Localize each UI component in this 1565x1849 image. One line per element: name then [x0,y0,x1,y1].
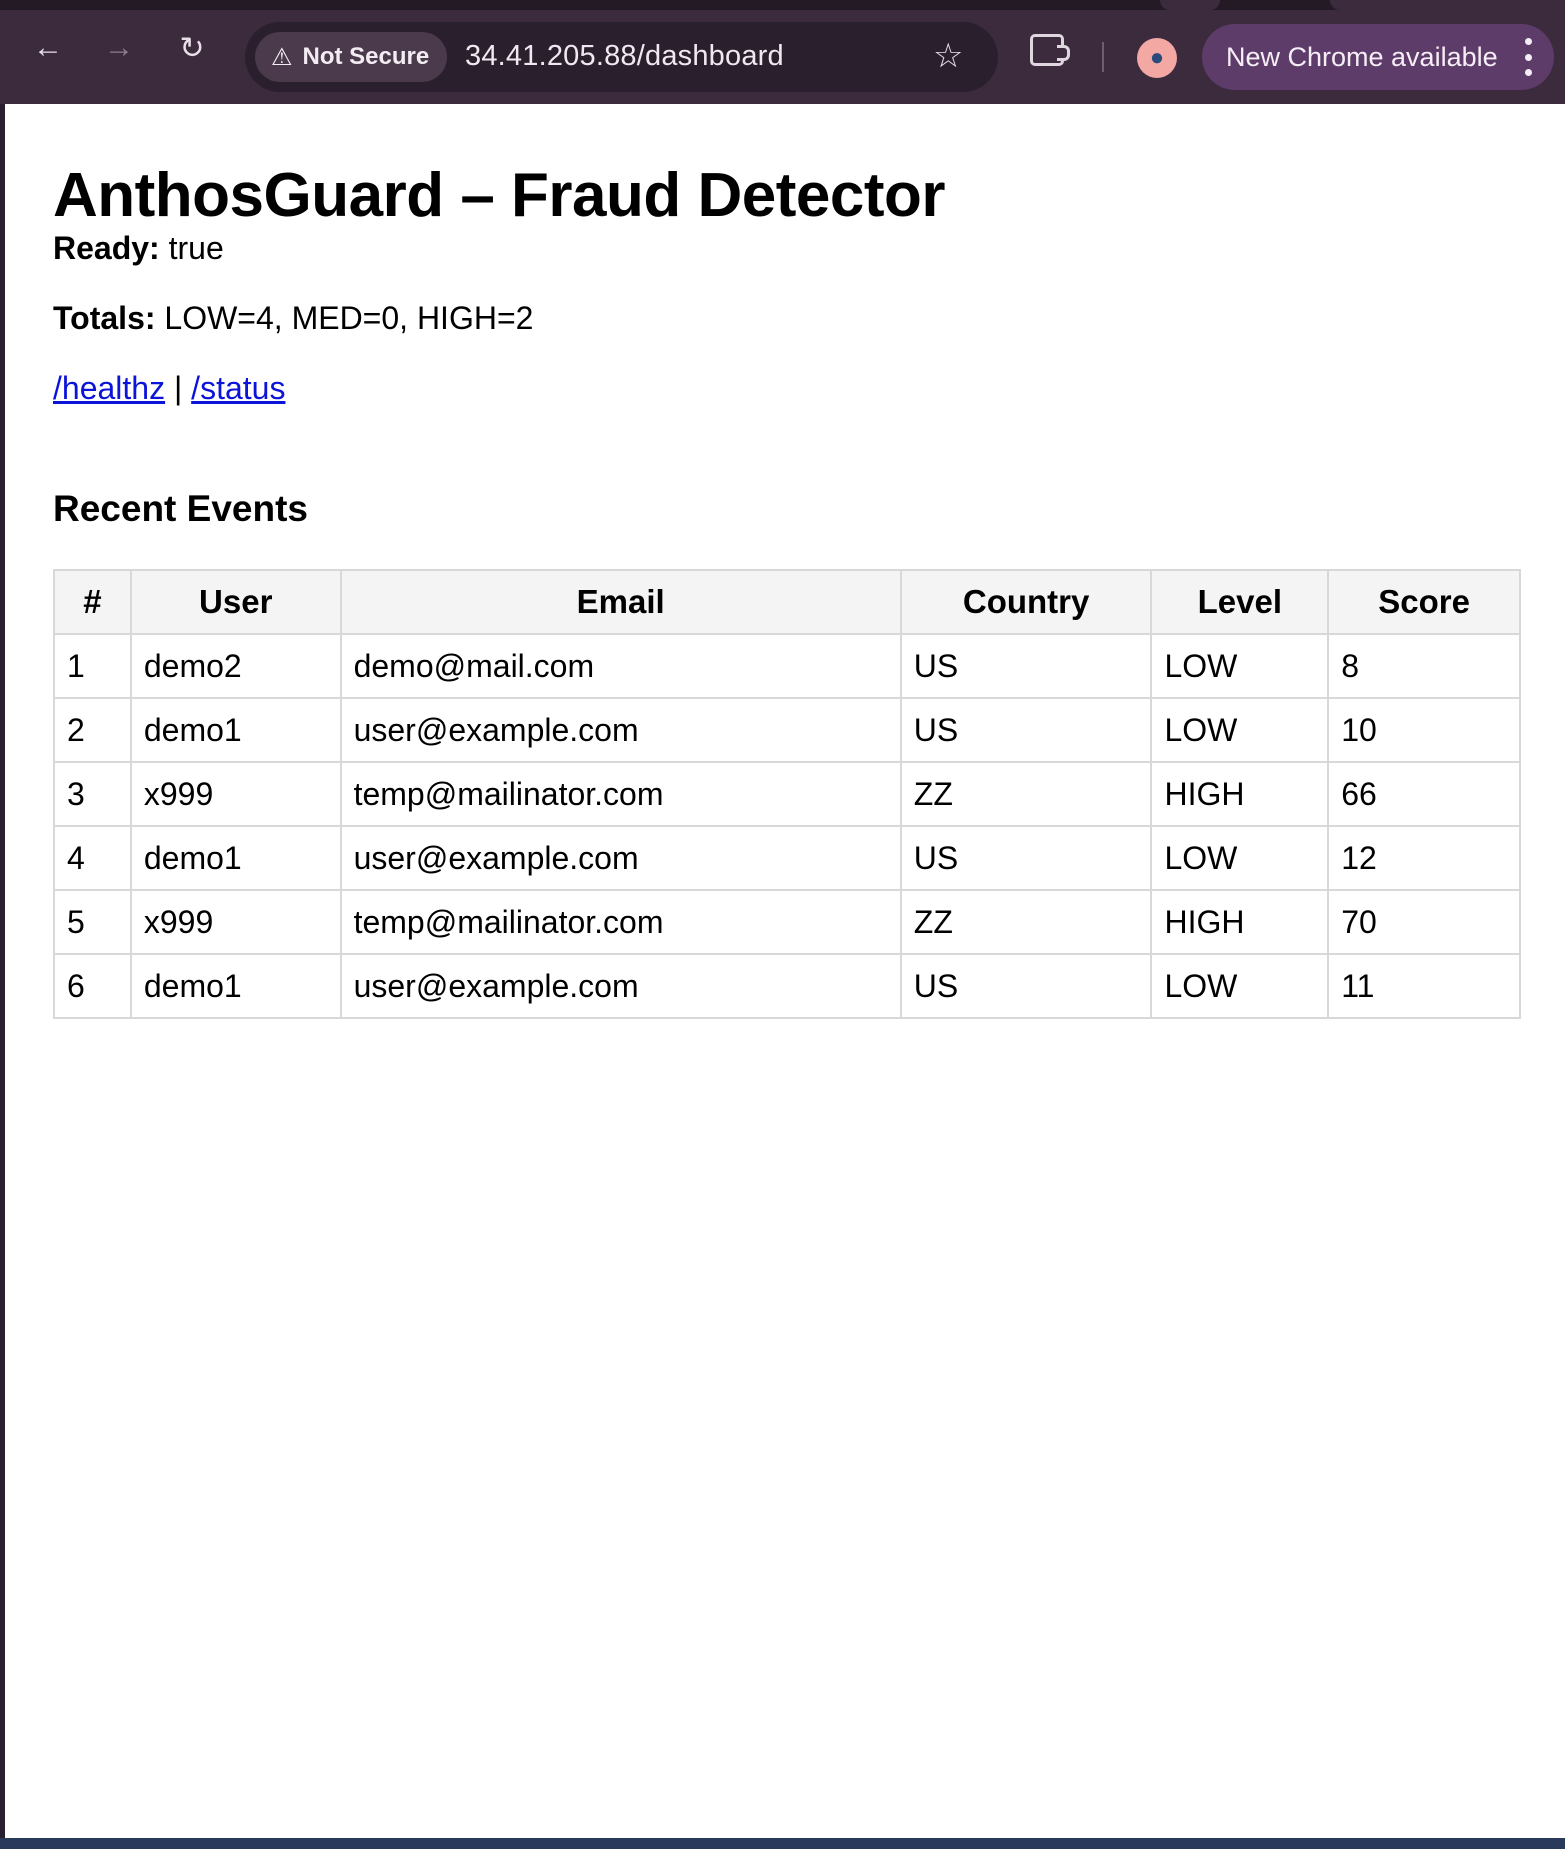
cell-index: 2 [54,698,131,762]
link-separator: | [173,370,183,406]
cell-email: demo@mail.com [341,634,901,698]
back-button[interactable] [28,28,68,68]
three-dots-icon[interactable] [1524,38,1532,76]
totals-label: Totals: [53,300,156,336]
browser-toolbar [0,0,1565,104]
page-title: AnthosGuard – Fraud Detector [53,161,945,230]
ready-line [53,230,224,267]
arrow-left-icon: ← [33,31,63,64]
column-header: # [54,570,131,634]
tab-edge[interactable] [1160,0,1220,10]
section-title: Recent Events [53,488,308,529]
table-row [54,762,1520,826]
cell-user: x999 [131,762,341,826]
column-header: Level [1151,570,1328,634]
cell-score: 10 [1328,698,1520,762]
totals-value: LOW=4, MED=0, HIGH=2 [164,300,534,336]
events-table [53,569,1521,1019]
cell-email: temp@mailinator.com [341,890,901,954]
cell-country: US [901,698,1152,762]
puzzle-icon[interactable] [1030,34,1064,66]
cell-index: 1 [54,634,131,698]
forward-button[interactable] [99,28,139,68]
healthz-link[interactable]: /healthz [53,370,166,406]
column-header: User [131,570,341,634]
cell-email: user@example.com [341,698,901,762]
cell-email: user@example.com [341,954,901,1018]
taskbar-edge [0,1838,1565,1849]
tab-strip [0,0,1565,10]
page-viewport [5,104,1565,1849]
toolbar-divider [1102,42,1104,72]
cell-level: LOW [1151,634,1328,698]
cell-score: 11 [1328,954,1520,1018]
cell-country: ZZ [901,762,1152,826]
cell-score: 70 [1328,890,1520,954]
cell-index: 3 [54,762,131,826]
cell-user: x999 [131,890,341,954]
security-indicator[interactable] [255,32,447,82]
cell-email: temp@mailinator.com [341,762,901,826]
table-row [54,890,1520,954]
links-line [53,370,285,407]
avatar[interactable] [1137,38,1177,78]
column-header: Country [901,570,1152,634]
column-header: Score [1328,570,1520,634]
profile-icon: ● [1149,44,1165,71]
url-text[interactable]: 34.41.205.88/dashboard [465,40,784,72]
ready-label: Ready: [53,230,160,266]
cell-score: 66 [1328,762,1520,826]
table-row [54,826,1520,890]
cell-user: demo1 [131,826,341,890]
cell-user: demo2 [131,634,341,698]
cell-level: LOW [1151,698,1328,762]
chrome-update-button[interactable] [1202,24,1554,90]
cell-level: HIGH [1151,890,1328,954]
warning-triangle-icon: ⚠ [271,43,293,71]
table-row [54,954,1520,1018]
table-row [54,634,1520,698]
table-row [54,698,1520,762]
cell-email: user@example.com [341,826,901,890]
cell-user: demo1 [131,954,341,1018]
cell-country: US [901,826,1152,890]
cell-country: US [901,954,1152,1018]
ready-value: true [168,230,224,266]
security-label: Not Secure [302,43,430,70]
reload-icon: ↻ [179,31,205,65]
address-bar[interactable] [245,22,998,92]
cell-level: HIGH [1151,762,1328,826]
column-header: Email [341,570,901,634]
table-header-row [54,570,1520,634]
tab-edge[interactable] [1330,0,1565,10]
reload-button[interactable] [172,28,212,68]
cell-level: LOW [1151,954,1328,1018]
update-label: New Chrome available [1226,41,1498,72]
cell-index: 4 [54,826,131,890]
cell-score: 8 [1328,634,1520,698]
cell-index: 5 [54,890,131,954]
cell-score: 12 [1328,826,1520,890]
cell-user: demo1 [131,698,341,762]
status-link[interactable]: /status [191,370,286,406]
totals-line [53,300,533,337]
arrow-right-icon: → [104,31,134,64]
cell-index: 6 [54,954,131,1018]
cell-level: LOW [1151,826,1328,890]
cell-country: US [901,634,1152,698]
star-icon[interactable]: ☆ [933,37,964,75]
cell-country: ZZ [901,890,1152,954]
